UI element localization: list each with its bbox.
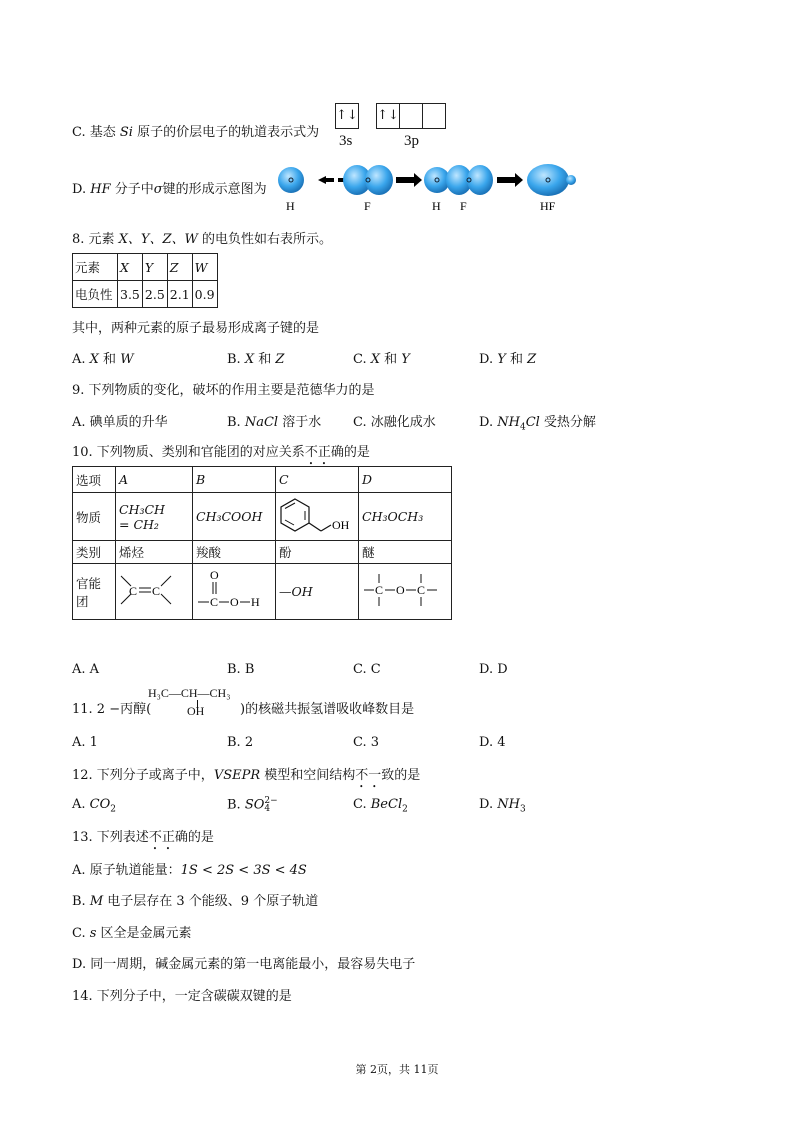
q10-option-b[interactable]: B. B bbox=[227, 662, 255, 677]
svg-text:O: O bbox=[210, 568, 219, 582]
table-row: 电负性 3.5 2.5 2.1 0.9 bbox=[73, 281, 218, 308]
hf-molecule-shape bbox=[527, 164, 569, 196]
svg-text:O: O bbox=[396, 583, 405, 597]
q12-option-d[interactable]: D. $NH_3$ bbox=[479, 797, 526, 815]
table-row: 元素 X Y Z W bbox=[73, 254, 218, 281]
arrow-right-icon bbox=[396, 173, 422, 187]
ether-group-structure bbox=[362, 570, 448, 610]
q9-option-c[interactable]: C. 冰融化成水 bbox=[353, 415, 436, 430]
functional-group-table bbox=[72, 466, 452, 620]
arrow-right-icon bbox=[497, 173, 523, 187]
q11-stem-a: 11. 2 −丙醇( bbox=[72, 702, 152, 717]
q11-option-c[interactable]: C. 3 bbox=[353, 735, 380, 750]
q8-stem: 8. 元素 X、Y、Z、W 的电负性如右表所示。 bbox=[72, 232, 333, 247]
label-f: F bbox=[364, 199, 371, 213]
q8-option-d[interactable]: D. Y 和 Z bbox=[479, 352, 537, 367]
svg-text:C: C bbox=[129, 584, 138, 598]
svg-text:C: C bbox=[210, 595, 219, 609]
q8-option-b[interactable]: B. X 和 Z bbox=[227, 352, 285, 367]
carboxyl-group-structure bbox=[196, 568, 272, 612]
alkene-group-structure bbox=[119, 570, 179, 610]
svg-text:C: C bbox=[152, 584, 161, 598]
q12-option-b[interactable]: B. SO 2− 4 bbox=[227, 796, 278, 814]
q11-option-d[interactable]: D. 4 bbox=[479, 735, 506, 750]
q13-option-d[interactable]: D. 同一周期，碱金属元素的第一电离能最小，最容易失电子 bbox=[72, 957, 416, 972]
q7-option-c: C. 基态 Si 原子的价层电子的轨道表示式为 bbox=[72, 125, 320, 140]
benzyl-alcohol-structure bbox=[279, 495, 355, 535]
hydroxyl-group: —OH bbox=[279, 584, 313, 599]
hf-sigma-bond-diagram bbox=[272, 162, 582, 214]
arrow-left-icon bbox=[318, 176, 334, 184]
q11-stem-b: )的核磁共振氢谱吸收峰数目是 bbox=[240, 702, 415, 717]
table-row: 官能团 C C O C O H —OH C O C bbox=[73, 564, 452, 620]
q9-stem: 9. 下列物质的变化，破坏的作用主要是范德华力的是 bbox=[72, 383, 375, 398]
q12-option-c[interactable]: C. BeCl$_2$ bbox=[353, 797, 408, 815]
q12-option-a[interactable]: A. $CO_2$ bbox=[72, 797, 116, 815]
q13-option-a[interactable]: A. 原子轨道能量：1S < 2S < 3S < 4S bbox=[72, 863, 307, 878]
oh-label: OH bbox=[332, 518, 350, 532]
q8-option-a[interactable]: A. X 和 W bbox=[72, 352, 134, 367]
label-3p: 3p bbox=[404, 133, 419, 149]
q14-stem: 14. 下列分子中，一定含碳碳双键的是 bbox=[72, 989, 292, 1004]
svg-text:O: O bbox=[230, 595, 239, 609]
label-f: F bbox=[460, 199, 467, 213]
q8-option-c[interactable]: C. X 和 Y bbox=[353, 352, 410, 367]
h-orbital-shape bbox=[278, 167, 304, 193]
hf-molecule-lobe bbox=[566, 175, 576, 185]
q12-stem: 12. 下列分子或离子中，VSEPR 模型和空间结构不一致的是 bbox=[72, 768, 421, 783]
q13-option-b[interactable]: B. M 电子层存在 3 个能级、9 个原子轨道 bbox=[72, 894, 319, 909]
q10-stem: 10. 下列物质、类别和官能团的对应关系不正确的是 bbox=[72, 445, 370, 460]
q9-option-a[interactable]: A. 碘单质的升华 bbox=[72, 415, 168, 430]
q13-stem: 13. 下列表述不正确的是 bbox=[72, 830, 214, 845]
f-orbital-lobe bbox=[365, 165, 393, 195]
svg-text:H: H bbox=[251, 595, 260, 609]
label-3s: 3s bbox=[339, 133, 353, 149]
q10-option-c[interactable]: C. C bbox=[353, 662, 381, 677]
label-h: H bbox=[286, 199, 295, 213]
q9-option-d[interactable]: D. $NH_4Cl$ 受热分解 bbox=[479, 415, 596, 433]
q7-option-d: D. HF 分子中σ键的形成示意图为 bbox=[72, 182, 267, 197]
q11-option-a[interactable]: A. 1 bbox=[72, 735, 98, 750]
q10-option-d[interactable]: D. D bbox=[479, 662, 508, 677]
q11-option-b[interactable]: B. 2 bbox=[227, 735, 254, 750]
table-row: 选项 A B C D bbox=[73, 467, 452, 493]
svg-text:C: C bbox=[417, 583, 426, 597]
q13-option-c[interactable]: C. s 区全是金属元素 bbox=[72, 926, 192, 941]
page-footer: 第 2页，共 11页 bbox=[355, 1063, 439, 1076]
orbital-3p-boxes bbox=[376, 103, 446, 129]
label-h: H bbox=[432, 199, 441, 213]
table-row: 物质 CH₃CH = CH₂ CH₃COOH OH CH₃OCH₃ bbox=[73, 493, 452, 541]
isopropanol-formula: H₃C—CH—CH₃ OH bbox=[148, 686, 231, 718]
label-hf: HF bbox=[540, 199, 556, 213]
q9-option-b[interactable]: B. NaCl 溶于水 bbox=[227, 415, 322, 430]
up-down-arrow-icon: ↑↓ bbox=[335, 103, 359, 129]
up-down-arrow-icon: ↑↓ bbox=[376, 103, 400, 129]
q10-option-a[interactable]: A. A bbox=[72, 662, 100, 677]
svg-text:C: C bbox=[375, 583, 384, 597]
q8-question: 其中，两种元素的原子最易形成离子键的是 bbox=[72, 321, 320, 336]
table-row: 类别 烯烃 羧酸 酚 醚 bbox=[73, 541, 452, 564]
electronegativity-table bbox=[72, 253, 218, 308]
orbital-3s-box bbox=[335, 103, 359, 129]
